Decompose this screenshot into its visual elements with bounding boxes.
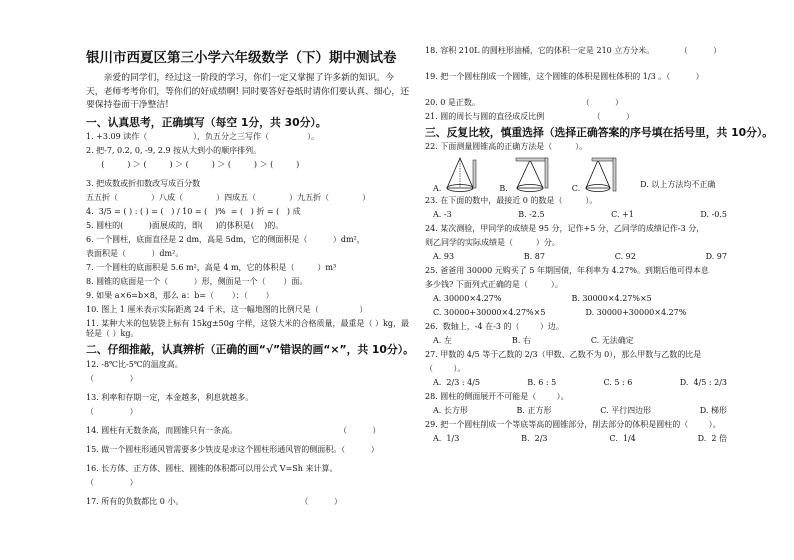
question-5: 5. 圆柱的( )面展成的，即( )的体积是( )的。 — [86, 221, 284, 231]
question-19: 19. 把一个圆柱削成一个圆锥，这个圆锥的体积是圆柱体积的 1/3 。（ ） — [425, 72, 704, 81]
intro-paragraph: 亲爱的同学们，经过这一阶段的学习，你们一定又掌握了许多新的知识。今天，老师考考你们，等你们的好成绩啊! 同时要答好卷纸时请你们要认真、细心，还要保持卷面干净整洁! — [86, 72, 410, 111]
question-25: 25. 爸爸用 30000 元购买了 5 年期国债，年利率为 4.27%。到期后他可得本息 — [425, 266, 709, 276]
question-27-options: A. 2/3 : 4/5 B. 6 : 5 C. 5 : 6 D. 4/5 : 2/3 — [433, 378, 727, 388]
cone-ruler-c-icon — [582, 156, 618, 194]
question-13: 13. 利率和存期一定，本金越多，利息就越多。 — [86, 392, 254, 402]
cone-ruler-b-icon — [510, 156, 550, 194]
question-28-options: A. 长方形 B. 正方形 C. 平行四边形 D. 梯形 — [433, 406, 727, 416]
question-23: 23. 在下面的数中，最接近 0 的数是（ ）。 — [425, 196, 598, 206]
question-27: 27. 甲数的 4/5 等于乙数的 2/3（甲数、乙数不为 0），那么甲数与乙数的比是 — [425, 350, 702, 360]
question-2: 2. 把-7, 0.2, 0, -9, 2.9 按从大到小的顺序排列。 — [86, 146, 262, 156]
question-8: 8. 圆锥的底面是一个（ ）形，侧面是一个（ ）面。 — [86, 277, 308, 287]
section-1-heading: 一、认真思考，正确填写（每空 1分，共 30分）。 — [86, 115, 327, 129]
option-c-cone: C. — [572, 156, 618, 194]
option-a-cone: A. — [433, 156, 477, 194]
question-1: 1. +3.09 读作（ ），负五分之三写作（ ）。 — [86, 132, 320, 142]
question-25-options-ab: A. 30000×4.27% B. 30000×4.27%×5 — [433, 294, 652, 304]
question-26: 26. 数轴上，-4 在-3 的（ ）边。 — [425, 322, 564, 332]
question-25-cont: 多少钱? 下面列式正确的是（ ）。 — [425, 280, 563, 290]
question-29-options: A. 1/3 B. 2/3 C. 1/4 D. 2 倍 — [433, 434, 727, 444]
question-18: 18. 容积 210L 的圆柱形油桶，它的体积一定是 210 立方分米。 （ ） — [425, 46, 722, 55]
question-26-options: A. 左 B. 右 C. 无法确定 — [433, 336, 634, 346]
left-column — [86, 0, 414, 507]
right-column — [425, 46, 774, 444]
question-13-answer: （ ） — [86, 406, 138, 416]
exam-title: 银川市西夏区第三小学六年级数学（下）期中测试卷 — [86, 50, 397, 66]
question-23-options: A. -3 B. -2.5 C. +1 D. -0.5 — [433, 210, 727, 220]
question-17: 17. 所有的负数都比 0 小。 （ ） — [86, 496, 342, 506]
question-6-cont: 表面积是（ ）dm²。 — [86, 249, 184, 259]
question-16-answer: （ ） — [86, 477, 138, 487]
question-29: 29. 把一个圆柱削成一个等底等高的圆锥部分，削去部分的体积是圆柱的（ ）。 — [425, 420, 721, 430]
section-3-heading: 三、反复比较，慎重选择（选择正确答案的序号填在括号里，共 10分）。 — [425, 126, 774, 139]
cone-ruler-a-icon — [443, 156, 477, 194]
question-11: 11. 某种大米的包装袋上标有 15kg±50g 字样，这袋大米的合格质量，最重是（ ）kg，最轻是（ ）kg。 — [86, 319, 410, 339]
question-21: 21. 圆的周长与圆的直径成反比例 （ ） — [425, 112, 635, 121]
question-14: 14. 圆柱有无数条高，而圆锥只有一条高。 （ ） — [86, 425, 381, 435]
question-2-blanks: ( ) ＞ ( ) ＞ ( ) ＞ ( ) ＞ ( ) — [86, 160, 300, 170]
question-22-options — [425, 154, 755, 194]
section-2-heading: 二、仔细推敲，认真辨析（正确的画“√”错误的画“×”，共 10分）。 — [86, 343, 414, 357]
question-12: 12. -8℃比-5℃的温度高。 — [86, 359, 183, 369]
question-3: 3. 把成数或折扣数改写成百分数 — [86, 179, 201, 189]
question-24: 24. 某次测验，甲同学的成绩是 95 分，记作+5 分，乙同学的成绩记作-3 分， — [425, 224, 705, 234]
question-15: 15. 做一个圆柱形通风管需要多少铁皮是求这个圆柱形通风管的侧面积。（ ） — [86, 444, 379, 454]
question-24-options: A. 93 B. 87 C. 92 D. 97 — [433, 252, 727, 262]
question-16: 16. 长方体、正方体、圆柱、圆锥的体积都可以用公式 V=Sh 来计算。 — [86, 463, 338, 473]
question-7: 7. 一个圆柱的底面积是 5.6 m²，高是 4 m，它的体积是（ ）m³ — [86, 263, 337, 273]
question-25-options-cd: C. 30000+30000×4.27%×5 D. 30000+30000×4.27% — [433, 308, 687, 318]
question-28: 28. 圆柱的侧面展开不可能是（ ）。 — [425, 392, 569, 402]
question-20: 20. 0 是正数。 （ ） — [425, 98, 624, 107]
question-12-answer: （ ） — [86, 373, 138, 383]
question-27-cont: （ ）。 — [425, 364, 466, 374]
option-b-cone: B. — [499, 156, 549, 194]
question-10: 10. 图上 1 厘米表示实际距离 24 千米，这一幅地图的比例尺是（ ） — [86, 305, 368, 315]
question-4: 4. 3/5 = ( ) : ( ) = ( ) / 10 = ( )% = ( ) 折 = ( ) 成 — [86, 207, 301, 217]
question-6: 6. 一个圆柱，底面直径是 2 dm，高是 5dm，它的侧面积是（ ）dm²， — [86, 235, 365, 245]
question-9: 9. 如果 a×6=b×8，那么 a：b=（ ）：（ ） — [86, 291, 274, 301]
question-3-blanks: 五五折（ ）八成（ ）四成五（ ）九五折（ ） — [86, 193, 371, 203]
question-24-cont: 则乙同学的实际成绩是（ ）分。 — [425, 238, 560, 248]
option-d: D. 以上方法均不正确 — [640, 180, 716, 190]
question-22: 22. 下面测量圆锥高的正确方法是（ ）。 — [425, 142, 588, 152]
